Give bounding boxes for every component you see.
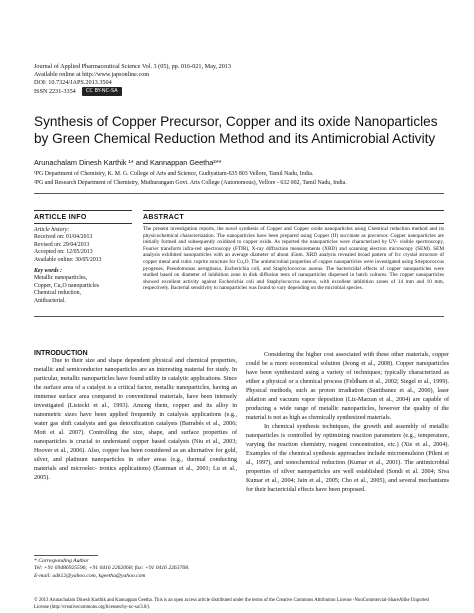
history-label: Article history: xyxy=(34,227,70,233)
affiliations xyxy=(34,170,444,187)
affiliation-2: ²PG and Research Department of Chemistry, Muthurangam Govt. Arts College (Autonomous), Vellore - 632 002, Tamil Nadu, India. xyxy=(34,179,347,186)
abstract-heading: ABSTRACT xyxy=(143,211,444,224)
intro-paragraph-1: Due to their size and shape dependent physical and chemical properties, metallic and semiconductor nanoparticles are an interesting material for study. In particular, metallic nanoparticles have found utility in catalytic applications. Since the surface area of a catalyst is a critical factor, metallic nanoparticles, having an immense surface area compared to conventional materials, have been intensely investigated (Lisiecki et al., 1993). Among them, copper and its alloy in nanometric sizes have been applied frequently in catalysis applications (e.g., water gas shift catalysts and gas detoxification catalysts (Barrabés et al., 2006; Mott et al. 2007). Controlling the size, shape, and surface properties of nanoparticles is crucial to understand copper based catalysts (Niu et al., 2003; Hoover et al., 2006). Also, copper has been considered as an alternative for gold, silver, and platinum nanoparticles in other areas (e.g., thermal conducting materials and microelec- tronics applications) (Eastman et al., 2001; Lu et al., 2005). xyxy=(34,358,237,481)
article-title: Synthesis of Copper Precursor, Copper and its oxide Nanoparticles by Green Chemical Reduction Method and its Antimicrobial Activity xyxy=(34,114,438,146)
journal-url[interactable]: Available online at http://www.japsonline.com xyxy=(34,71,150,78)
license-footer: © 2013 Arunachalam Dinesh Karthik and Kannappan Geetha. This is an open access article distributed under the terms of the Creative Commons Attribution License -NonCommercial-ShareAlike Unported License (http://creativecommons.org/licenses/by-nc-sa/3.0/). xyxy=(34,598,429,610)
journal-citation: Journal of Applied Pharmaceutical Science Vol. 3 (05), pp. 016-021, May, 2013 xyxy=(34,63,231,70)
journal-doi[interactable]: DOI: 10.7324/JAPS.2013.3504 xyxy=(34,79,112,86)
intro-paragraph-2: Considering the higher cost associated with these other materials, copper could be a more economical solution (Jeong et al., 2008). Copper nanoparticles have been synthesized using a variety of techniques; typically characterized as either a physical or a chemical process (Feldham et al., 2002; Siegel et al., 1999). Physical methods, such as proton irradiation (Santibanez et al., 2000), laser ablation and vacuum vapor deposition (Liz-Marzan et al., 2004) are capable of producing a wide range of metallic nanoparticles, however the quality of the material is not as high as chemically synthesized materials. xyxy=(246,352,449,421)
corresponding-email[interactable]: E-mail: adk12@yahoo.com, kgeetha@yahoo.com xyxy=(34,572,146,579)
intro-paragraph-3: In chemical synthesis techniques, the growth and assembly of metallic nanoparticles is controlled by optimizing reaction parameters (e.g., temperature, varying the reaction chemistry, reagent concentration, etc.) (Xie et al., 2004). Examples of the chemical synthesis approaches include microemulsion (Pileni et al., 1997), and sonochemical reduction (Kumar et al., 2001). The antimicrobial properties of silver nanoparticles are well established (Sondi et al. 2004; Siva Kumar et al., 2004; Jain et al., 2005; Cho et al., 2005), and several mechanisms for their bactericidal effects have been proposed. xyxy=(246,424,449,493)
article-info-body xyxy=(34,224,132,305)
authors: Arunachalam Dinesh Karthik ¹* and Kannappan Geetha²** xyxy=(34,158,222,167)
journal-issn xyxy=(34,87,434,96)
cc-license-badge[interactable]: CC BY-NC-SA xyxy=(82,87,122,96)
divider xyxy=(34,193,444,194)
corresponding-phone: Tel: +91 09486925596; +91 0416 2262068; fax: +91 0416 2263768. xyxy=(34,565,190,572)
history-received: Received on: 01/04/2013 xyxy=(34,234,93,241)
keyword-item: Copper, Cu₂O nanoparticles xyxy=(34,282,100,289)
introduction-heading: INTRODUCTION xyxy=(34,350,88,357)
affiliation-1: ¹PG Department of Chemistry, K. M. G. College of Arts and Science, Gudiyattam-635 803 Vellore, Tamil Nadu, India. xyxy=(34,171,314,177)
corresponding-author-label: * Corresponding Author xyxy=(34,558,89,564)
correspondence-block xyxy=(34,555,237,580)
history-revised: Revised on: 29/04/2013 xyxy=(34,241,90,248)
keywords-label: Key words : xyxy=(34,268,63,275)
abstract-text: The present investigation reports, the novel synthesis of Copper and Copper oxide nanoparticles using Chemical reduction method and its physicochemical characterization. The nanoparticles have been prepared using Copper (II) succinate as precursor. Copper nanoparticles are initially formed and subsequently oxidized to copper oxide. As reported the nanoparticles were characterized by UV- visible spectroscopy, Fourier transform infra-red spectroscopy (FTIR), X-ray diffraction measurements (XRD) and scanning electron microscopy (SEM). SEM analysis exhibited nanoparticles with an average diameter of about 45nm. XRD analysis revealed broad pattern of fcc crystal structure of copper metal and cubic cuprite structure for Cu₂O. The antimicrobial properties of copper nanoparticles were investigated using Streptococcus pyogenes, Pseudomonas aeruginosa, Escherichia coli, and Staphylococcus aureus. The bactericidal effects of copper nanoparticles were studied based on diameter of inhibition zone in disk diffusion tests of nanoparticles dispersed in batch cultures. The copper nanoparticles showed excellent activity against Escherichia coli and Staphylococcus aureus, with excellent inhibition zones of 14 mm and 10 mm, respectively. Bacterial sensitivity to nanoparticles was found to vary depending on the microbial species. xyxy=(143,226,444,292)
divider xyxy=(34,555,98,556)
article-info-box xyxy=(34,210,132,310)
keyword-item: Antibacterial. xyxy=(34,297,66,304)
history-accepted: Accepted on: 12/05/2013 xyxy=(34,249,93,256)
article-info-heading: ARTICLE INFO xyxy=(34,211,132,224)
divider xyxy=(34,316,444,317)
journal-header xyxy=(34,63,434,96)
intro-left-column xyxy=(34,357,237,483)
abstract-box xyxy=(143,210,444,310)
issn-text: ISSN 2231-3354 xyxy=(34,87,76,95)
history-available: Available online: 30/05/2013 xyxy=(34,256,102,263)
keyword-item: Chemical reduction, xyxy=(34,290,82,297)
keyword-item: Metallic nanoparticles, xyxy=(34,275,88,282)
intro-right-column xyxy=(246,351,449,495)
